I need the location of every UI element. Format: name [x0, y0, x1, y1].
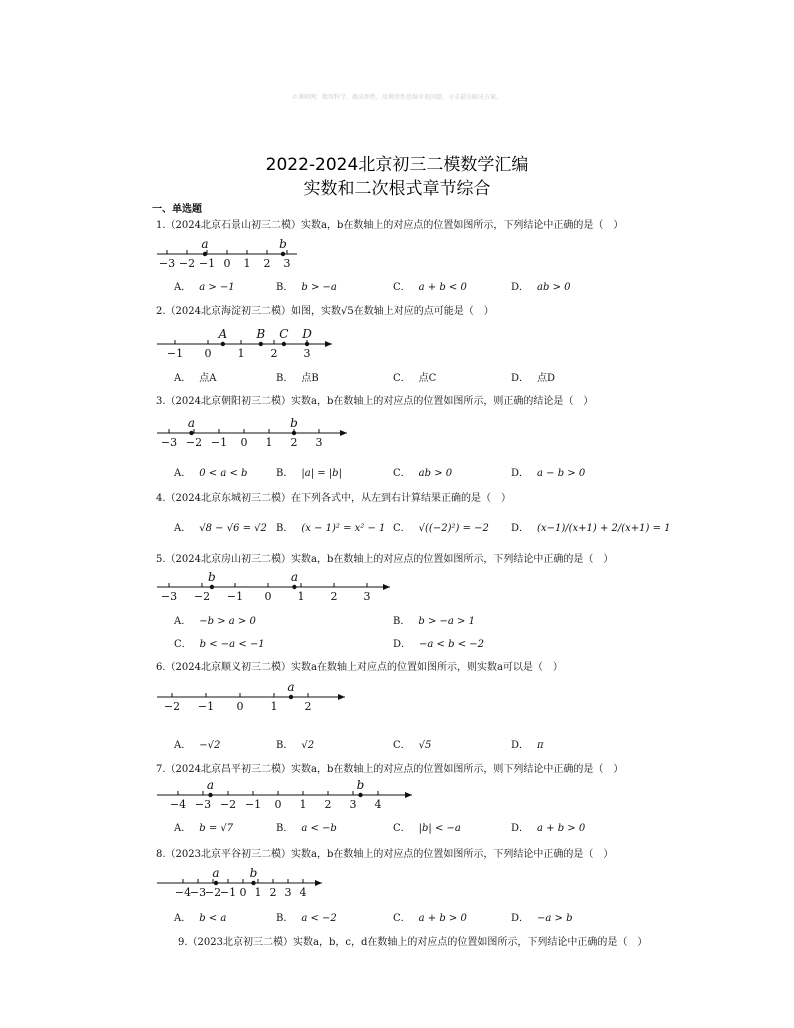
question-1-option-c[interactable]: C． a + b < 0	[393, 282, 467, 293]
question-2-option-d[interactable]: D． 点D	[511, 373, 556, 384]
point-label-a: a	[187, 416, 196, 430]
tick-label: 0	[240, 436, 248, 449]
question-7-option-b[interactable]: B． a < −b	[276, 823, 337, 834]
tick-label: 1	[299, 798, 307, 811]
question-1-option-a[interactable]: A． a > −1	[174, 282, 235, 293]
tick-label: −1	[166, 347, 184, 360]
question-5-option-c[interactable]: C． b < −a < −1	[174, 639, 265, 650]
question-3-option-b[interactable]: B． |a| = |b|	[276, 468, 342, 479]
tick-label: −4	[174, 886, 192, 899]
watermark: ©课师网：数智科学，蕴高理性，用规律性思维审视问题，寻求最佳解决方案。	[291, 94, 502, 101]
point-label-b: b	[208, 570, 216, 584]
axis-arrow	[315, 880, 322, 886]
question-2-option-c[interactable]: C． 点C	[393, 373, 437, 384]
point-label-b: b	[290, 416, 298, 430]
question-4-option-d[interactable]: D． (x−1)/(x+1) + 2/(x+1) = 1	[511, 523, 671, 534]
section-heading: 一、单选题	[152, 204, 202, 215]
tick-label: 0	[239, 886, 247, 899]
tick-label: −1	[198, 257, 216, 270]
point-b	[251, 881, 255, 885]
document-title: 2022-2024北京初三二模数学汇编	[265, 155, 529, 175]
tick-label: −1	[210, 436, 228, 449]
question-8-option-d[interactable]: D． −a > b	[511, 913, 573, 924]
point-label-a: a	[290, 570, 298, 584]
question-8-option-a[interactable]: A． b < a	[174, 913, 227, 924]
tick-label: 0	[223, 257, 231, 270]
tick-label: 2	[304, 700, 312, 713]
question-4-stem: 4.（2024北京东城初三二模）在下列各式中，从左到右计算结果正确的是（ ）	[156, 493, 511, 504]
tick-label: −3	[194, 798, 212, 811]
question-1-stem: 1.（2024北京石景山初三二模）实数a，b在数轴上的对应点的位置如图所示，下列结论中正确的是（ ）	[156, 220, 624, 231]
point-label-b: b	[356, 778, 365, 792]
tick-label: 3	[283, 257, 291, 270]
tick-label: −2	[219, 798, 237, 811]
tick-label: −2	[185, 436, 203, 449]
question-2-stem: 2.（2024北京海淀初三二模）如图，实数√5在数轴上对应的点可能是（ ）	[156, 306, 494, 317]
tick-label: −2	[163, 700, 181, 713]
tick-label: 1	[243, 257, 251, 270]
tick-label: 3	[284, 886, 292, 899]
question-5-option-b[interactable]: B． b > −a > 1	[393, 616, 475, 627]
question-8-stem: 8.（2023北京平谷初三二模）实数a，b在数轴上的对应点的位置如图所示，下列结论中正确的是（ ）	[156, 849, 614, 860]
tick-label: 2	[324, 798, 332, 811]
tick-label: 3	[363, 590, 371, 603]
tick-label: 3	[303, 347, 311, 360]
question-5-option-a[interactable]: A． −b > a > 0	[174, 616, 256, 627]
question-1-option-b[interactable]: B． b > −a	[276, 282, 337, 293]
tick-label: 0	[204, 347, 212, 360]
tick-label: 2	[263, 257, 271, 270]
point-label-C: C	[279, 327, 289, 341]
tick-label: −3	[160, 590, 178, 603]
point-label-B: B	[256, 327, 266, 341]
tick-label: −1	[226, 590, 244, 603]
tick-label: 1	[254, 886, 262, 899]
tick-label: 2	[270, 347, 278, 360]
tick-label: 2	[330, 590, 338, 603]
tick-label: 2	[290, 436, 298, 449]
point-label-A: A	[218, 327, 228, 341]
point-label-a: a	[201, 237, 209, 251]
tick-label: 1	[265, 436, 273, 449]
point-label-b: b	[249, 866, 258, 880]
tick-label: 0	[264, 590, 272, 603]
question-3-option-a[interactable]: A． 0 < a < b	[174, 468, 248, 479]
tick-label: −1	[197, 700, 215, 713]
question-4-option-a[interactable]: A． √8 − √6 = √2	[174, 523, 267, 534]
question-7-option-d[interactable]: D． a + b > 0	[511, 823, 586, 834]
document-subtitle: 实数和二次根式章节综合	[303, 179, 491, 199]
question-5-stem: 5.（2024北京房山初三二模）实数a，b在数轴上的对应点的位置如图所示，下列结论中正确的是（ ）	[156, 554, 614, 565]
tick-label: 1	[297, 590, 305, 603]
question-9-stem: 9.（2023北京初三二模）实数a，b，c，d在数轴上的对应点的位置如图所示，下列结论中正确的是（ ）	[178, 937, 648, 948]
question-6-option-a[interactable]: A． −√2	[174, 740, 221, 751]
tick-label: −3	[189, 886, 207, 899]
tick-label: −1	[219, 886, 237, 899]
tick-label: 2	[269, 886, 277, 899]
question-3-option-d[interactable]: D． a − b > 0	[511, 468, 586, 479]
question-7-stem: 7.（2024北京昌平初三二模）实数a，b在数轴上的对应点的位置如图所示，则下列结论中正确的是（ ）	[156, 764, 624, 775]
tick-label: −1	[244, 798, 262, 811]
tick-label: 3	[315, 436, 323, 449]
point-label-D: D	[302, 327, 312, 341]
point-label-a: a	[212, 866, 220, 880]
tick-label: 1	[237, 347, 245, 360]
question-6-stem: 6.（2024北京顺义初三二模）实数a在数轴上对应点的位置如图所示，则实数a可以是（ ）	[156, 662, 563, 673]
question-2-option-a[interactable]: A． 点A	[174, 373, 217, 384]
question-7-option-c[interactable]: C． |b| < −a	[393, 823, 461, 834]
tick-label: −2	[193, 590, 211, 603]
tick-label: −3	[158, 257, 176, 270]
question-8-option-c[interactable]: C． a + b > 0	[393, 913, 467, 924]
tick-label: −4	[169, 798, 187, 811]
question-3-option-c[interactable]: C． ab > 0	[393, 468, 453, 479]
tick-label: 1	[270, 700, 278, 713]
point-label-a: a	[287, 680, 295, 694]
tick-label: 3	[349, 798, 357, 811]
tick-label: 4	[374, 798, 382, 811]
question-6-option-d[interactable]: D． π	[511, 740, 544, 751]
tick-label: 0	[236, 700, 244, 713]
question-3-stem: 3.（2024北京朝阳初三二模）实数a，b在数轴上的对应点的位置如图所示，则正确的结论是（ ）	[156, 396, 594, 407]
tick-label: 0	[274, 798, 282, 811]
question-5-option-d[interactable]: D． −a < b < −2	[393, 639, 484, 650]
question-4-option-c[interactable]: C． √((−2)²) = −2	[393, 523, 489, 534]
question-8-option-b[interactable]: B． a < −2	[276, 913, 337, 924]
point-a	[214, 881, 218, 885]
question-6-option-b[interactable]: B． √2	[276, 740, 315, 751]
tick-label: 4	[299, 886, 307, 899]
question-4-option-b[interactable]: B． (x − 1)² = x² − 1	[276, 523, 386, 534]
question-2-option-b[interactable]: B． 点B	[276, 373, 319, 384]
point-label-a: a	[206, 778, 215, 792]
question-1-option-d[interactable]: D． ab > 0	[511, 282, 571, 293]
tick-label: −2	[204, 886, 222, 899]
tick-label: −2	[178, 257, 196, 270]
tick-label: −3	[160, 436, 178, 449]
point-label-b: b	[279, 237, 287, 251]
question-7-option-a[interactable]: A． b = √7	[174, 823, 234, 834]
question-6-option-c[interactable]: C． √5	[393, 740, 432, 751]
